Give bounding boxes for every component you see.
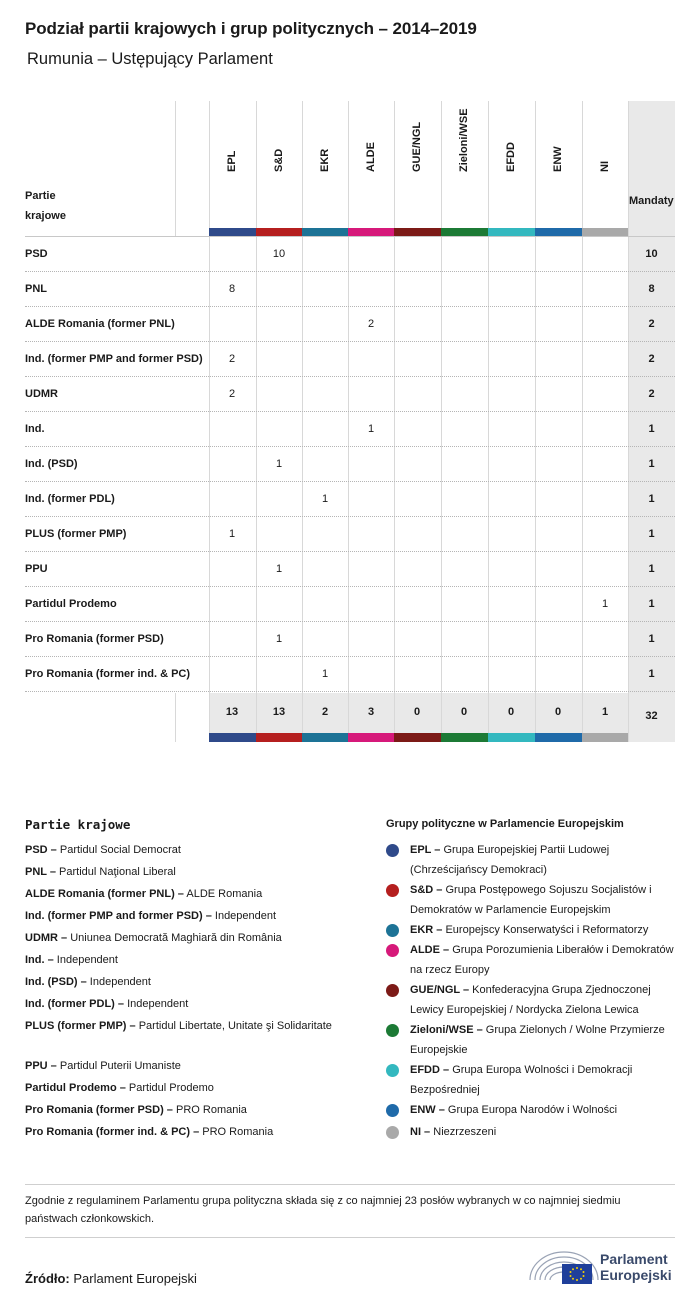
seat-count-cell: 2 (228, 388, 236, 400)
party-legend-item (25, 863, 345, 881)
group-color-dot (386, 844, 399, 857)
party-total-cell: 2 (648, 388, 655, 400)
party-legend-abbr: PSD – (25, 844, 57, 856)
table-row (25, 552, 675, 587)
party-legend-name: Partidul Libertate, Unitate şi Solidaritate (138, 1020, 332, 1032)
group-color-bar (209, 733, 256, 742)
table-row (25, 657, 675, 692)
group-color-bar (535, 733, 582, 742)
party-header-line2: krajowe (25, 210, 66, 222)
party-legend-name: PRO Romania (175, 1104, 247, 1116)
group-header-zieloniwse: Zieloni/WSE (458, 108, 470, 172)
party-total-cell: 10 (645, 248, 658, 260)
group-color-bar (488, 733, 535, 742)
seat-count-cell: 2 (367, 318, 375, 330)
group-header-sd: S&D (273, 148, 285, 172)
group-legend-item (410, 1020, 680, 1060)
party-name: PNL (25, 283, 47, 295)
group-legend-item (410, 1060, 680, 1100)
seat-count-cell: 1 (367, 423, 375, 435)
group-color-dot (386, 1104, 399, 1117)
source-text: Parlament Europejski (73, 1271, 197, 1286)
party-legend-item (25, 951, 345, 969)
group-header-ekr: EKR (319, 148, 331, 172)
group-total-cell: 1 (601, 706, 609, 718)
party-name: Pro Romania (former PSD) (25, 633, 164, 645)
group-header-enw: ENW (552, 146, 564, 172)
group-color-dot (386, 884, 399, 897)
party-legend-item (25, 1079, 345, 1097)
group-header-epl: EPL (226, 150, 238, 172)
group-legend-abbr: NI – (410, 1126, 431, 1138)
group-color-dot (386, 984, 399, 997)
party-legend-abbr: PPU – (25, 1060, 57, 1072)
group-legend-abbr: ENW – (410, 1104, 445, 1116)
party-legend-item (25, 885, 345, 903)
logo-line1: Parlament (600, 1251, 668, 1267)
source-label: Źródło: (25, 1271, 70, 1286)
party-legend-item (25, 929, 345, 947)
group-legend-item (410, 940, 680, 980)
group-color-bar (256, 733, 302, 742)
party-name: Ind. (25, 423, 45, 435)
group-total-cell: 0 (554, 706, 562, 718)
table-row (25, 412, 675, 447)
group-color-dot (386, 924, 399, 937)
column-divider (175, 101, 176, 237)
group-legend-abbr: EPL – (410, 844, 441, 856)
party-legend-abbr: PLUS (former PMP) – (25, 1020, 136, 1032)
table-row (25, 447, 675, 482)
party-total-cell: 1 (648, 598, 655, 610)
party-legend-name: Independent (89, 976, 151, 988)
seat-count-cell: 10 (272, 248, 286, 260)
party-name: Ind. (PSD) (25, 458, 78, 470)
party-legend-abbr: Ind. (former PDL) – (25, 998, 125, 1010)
group-color-dot (386, 1024, 399, 1037)
group-legend-item (410, 920, 680, 940)
party-total-cell: 1 (648, 633, 655, 645)
party-legend-name: PRO Romania (202, 1126, 274, 1138)
party-legend-item (25, 907, 345, 925)
group-legend-name: Grupa Postępowego Sojuszu Socjalistów i Demokratów w Parlamencie Europejskim (410, 884, 652, 916)
seat-count-cell: 1 (321, 668, 329, 680)
party-name: PSD (25, 248, 48, 260)
group-legend-item (410, 1122, 680, 1142)
logo-text (600, 1251, 672, 1283)
party-name: Pro Romania (former ind. & PC) (25, 668, 191, 680)
group-total-cell: 3 (367, 706, 375, 718)
party-total-cell: 2 (648, 318, 655, 330)
party-legend-abbr: ALDE Romania (former PNL) – (25, 888, 184, 900)
table-row (25, 377, 675, 412)
page-title: Podział partii krajowych i grup politycznych – 2014–2019 (25, 19, 477, 38)
seat-count-cell: 2 (228, 353, 236, 365)
group-legend-item (410, 980, 680, 1020)
party-legend-abbr: Pro Romania (former ind. & PC) – (25, 1126, 200, 1138)
table-row (25, 482, 675, 517)
group-color-bar (348, 733, 394, 742)
party-total-cell: 1 (648, 458, 655, 470)
party-name: ALDE Romania (former PNL) (25, 318, 175, 330)
party-legend-item (25, 1057, 345, 1075)
seat-count-cell: 8 (228, 283, 236, 295)
table-row (25, 517, 675, 552)
table-row (25, 342, 675, 377)
group-legend-abbr: EFDD – (410, 1064, 450, 1076)
party-legend-item (25, 1123, 345, 1141)
group-legend-abbr: S&D – (410, 884, 443, 896)
party-legend-abbr: Partidul Prodemo – (25, 1082, 126, 1094)
group-color-bar (441, 733, 488, 742)
group-total-cell: 0 (507, 706, 515, 718)
group-legend-name: Grupa Europa Wolności i Demokracji Bezpośredniej (410, 1064, 633, 1096)
group-legend-abbr: EKR – (410, 924, 443, 936)
table-row (25, 307, 675, 342)
party-name: UDMR (25, 388, 58, 400)
party-legend-name: Independent (127, 998, 189, 1010)
group-legend-name: Grupa Porozumienia Liberałów i Demokratów na rzecz Europy (410, 944, 674, 976)
group-total-cell: 13 (272, 706, 286, 718)
column-divider (175, 693, 176, 742)
party-name: Ind. (former PDL) (25, 493, 115, 505)
party-total-cell: 1 (648, 563, 655, 575)
party-legend-item (25, 1017, 345, 1035)
party-total-cell: 2 (648, 353, 655, 365)
group-legend-name: Grupa Europa Narodów i Wolności (447, 1104, 618, 1116)
seat-count-cell: 1 (275, 458, 283, 470)
grand-total-cell: 32 (645, 710, 658, 722)
party-total-cell: 1 (648, 528, 655, 540)
mandat-column-header: Mandaty (629, 195, 674, 207)
party-name: PPU (25, 563, 48, 575)
party-legend-name: ALDE Romania (186, 888, 263, 900)
party-total-cell: 1 (648, 493, 655, 505)
party-total-cell: 8 (648, 283, 655, 295)
party-header-line1: Partie (25, 190, 56, 202)
source (25, 1271, 197, 1286)
group-legend-abbr: GUE/NGL – (410, 984, 470, 996)
group-header-efdd: EFDD (505, 142, 517, 172)
party-legend-name: Independent (214, 910, 277, 922)
party-legend-name: Independent (56, 954, 118, 966)
table-row (25, 622, 675, 657)
party-legend-abbr: UDMR – (25, 932, 68, 944)
rules-note: Zgodnie z regulaminem Parlamentu grupa polityczna składa się z co najmniej 23 posłów wybranych w co najmniej siedmiu państwach członkowskich. (25, 1195, 621, 1225)
group-legend-abbr: ALDE – (410, 944, 450, 956)
party-column-header (25, 186, 66, 226)
seat-count-cell: 1 (228, 528, 236, 540)
party-name: Partidul Prodemo (25, 598, 117, 610)
party-name: PLUS (former PMP) (25, 528, 127, 540)
group-color-bar (394, 733, 441, 742)
group-legend-name: Grupa Zielonych / Wolne Przymierze Europejskie (410, 1024, 665, 1056)
party-legend-abbr: Ind. (former PMP and former PSD) – (25, 910, 212, 922)
group-color-dot (386, 1126, 399, 1139)
group-legend-item (410, 1100, 680, 1120)
divider (25, 1184, 675, 1185)
group-legend-name: Konfederacyjna Grupa Zjednoczonej Lewicy Europejskiej / Nordycka Zielona Lewica (410, 984, 651, 1016)
party-legend-abbr: Ind. (PSD) – (25, 976, 87, 988)
seat-count-cell: 1 (321, 493, 329, 505)
party-total-cell: 1 (648, 668, 655, 680)
party-legend-name: Partidul Naţional Liberal (59, 866, 176, 878)
party-legend-abbr: Ind. – (25, 954, 54, 966)
divider (25, 1237, 675, 1238)
table-row (25, 587, 675, 622)
seat-count-cell: 1 (601, 598, 609, 610)
party-legend-name: Partidul Prodemo (128, 1082, 214, 1094)
party-legend-name: Partidul Social Democrat (59, 844, 181, 856)
party-legend-abbr: Pro Romania (former PSD) – (25, 1104, 173, 1116)
party-legend-abbr: PNL – (25, 866, 56, 878)
group-color-bar (582, 733, 628, 742)
group-color-dot (386, 1064, 399, 1077)
party-legend-item (25, 995, 345, 1013)
group-color-dot (386, 944, 399, 957)
party-legend-name: Partidul Puterii Umaniste (59, 1060, 181, 1072)
group-header-guengl: GUE/NGL (411, 121, 423, 172)
group-legend-item (410, 840, 680, 880)
group-legend-name: Niezrzeszeni (433, 1126, 497, 1138)
legend-groups-title: Grupy polityczne w Parlamencie Europejskim (386, 818, 624, 830)
party-total-cell: 1 (648, 423, 655, 435)
table-row (25, 272, 675, 307)
group-total-cell: 13 (225, 706, 239, 718)
group-total-cell: 0 (460, 706, 468, 718)
seat-count-cell: 1 (275, 563, 283, 575)
legend-parties-title: Partie krajowe (25, 817, 131, 832)
party-legend-item (25, 841, 345, 859)
group-color-bar (302, 733, 348, 742)
group-legend-name: Europejscy Konserwatyści i Reformatorzy (445, 924, 649, 936)
table-row (25, 237, 675, 272)
group-legend-abbr: Zieloni/WSE – (410, 1024, 483, 1036)
logo-line2: Europejski (600, 1267, 672, 1283)
group-total-cell: 0 (413, 706, 421, 718)
group-total-cell: 2 (321, 706, 329, 718)
group-legend-name: Grupa Europejskiej Partii Ludowej (Chrześcijańscy Demokraci) (410, 844, 610, 876)
group-legend-item (410, 880, 680, 920)
page-subtitle: Rumunia – Ustępujący Parlament (27, 50, 273, 68)
seat-count-cell: 1 (275, 633, 283, 645)
group-header-alde: ALDE (365, 142, 377, 172)
party-name: Ind. (former PMP and former PSD) (25, 353, 203, 365)
party-legend-item (25, 973, 345, 991)
party-legend-name: Uniunea Democrată Maghiară din România (70, 932, 282, 944)
party-legend-item (25, 1101, 345, 1119)
group-header-ni: NI (599, 161, 611, 172)
